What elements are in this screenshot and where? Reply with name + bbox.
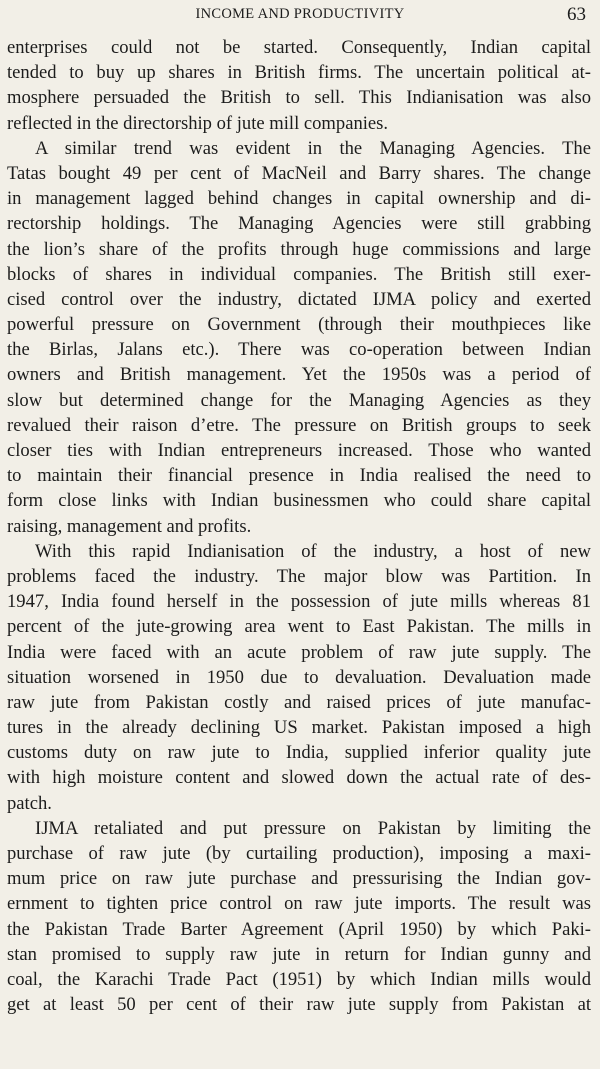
text-line: raw jute from Pakistan costly and raised prices of jute manufac- bbox=[7, 691, 591, 713]
text-line: problems faced the industry. The major blow was Partition. In bbox=[7, 565, 591, 587]
text-line: mum price on raw jute purchase and pressurising the Indian gov- bbox=[7, 868, 591, 890]
text-line: tures in the already declining US market. Pakistan imposed a high bbox=[7, 717, 591, 739]
paragraph bbox=[7, 35, 591, 136]
text-line: percent of the jute-growing area went to East Pakistan. The mills in bbox=[7, 616, 591, 638]
text-line: to maintain their financial presence in India realised the need to bbox=[7, 465, 591, 487]
text-line: tended to buy up shares in British firms. The uncertain political at- bbox=[7, 62, 591, 84]
text-line: form close links with Indian businessmen who could share capital bbox=[7, 490, 591, 512]
text-line: the lion’s share of the profits through huge commissions and large bbox=[7, 238, 591, 260]
text-line: coal, the Karachi Trade Pact (1951) by which Indian mills would bbox=[7, 968, 591, 990]
text-line: get at least 50 per cent of their raw jute supply from Pakistan at bbox=[7, 994, 591, 1016]
text-line: Tatas bought 49 per cent of MacNeil and Barry shares. The change bbox=[7, 162, 591, 184]
text-line: situation worsened in 1950 due to devaluation. Devaluation made bbox=[7, 666, 591, 688]
text-line: ernment to tighten price control on raw jute imports. The result was bbox=[7, 893, 591, 915]
paragraph bbox=[7, 136, 591, 539]
text-line: cised control over the industry, dictated IJMA policy and exerted bbox=[7, 288, 591, 310]
text-line: mosphere persuaded the British to sell. This Indianisation was also bbox=[7, 87, 591, 109]
text-line: A similar trend was evident in the Managing Agencies. The bbox=[35, 137, 591, 159]
running-title: INCOME AND PRODUCTIVITY bbox=[195, 6, 405, 22]
text-line: the Birlas, Jalans etc.). There was co-operation between Indian bbox=[7, 339, 591, 361]
text-line: enterprises could not be started. Consequently, Indian capital bbox=[7, 37, 591, 58]
text-line: patch. bbox=[7, 792, 52, 814]
text-line: raising, management and profits. bbox=[7, 515, 252, 537]
text-line: slow but determined change for the Managing Agencies as they bbox=[7, 389, 591, 411]
text-line: powerful pressure on Government (through their mouthpieces like bbox=[7, 314, 591, 336]
text-line: customs duty on raw jute to India, supplied inferior quality jute bbox=[7, 742, 591, 764]
page-number: 63 bbox=[567, 4, 586, 25]
paragraph bbox=[7, 816, 591, 1018]
text-line: stan promised to supply raw jute in return for Indian gunny and bbox=[7, 943, 591, 965]
text-line: purchase of raw jute (by curtailing production), imposing a maxi- bbox=[7, 843, 591, 864]
text-line: in management lagged behind changes in capital ownership and di- bbox=[7, 188, 591, 210]
body-text bbox=[7, 35, 591, 1017]
text-line: With this rapid Indianisation of the industry, a host of new bbox=[35, 540, 591, 562]
text-line: with high moisture content and slowed down the actual rate of des- bbox=[7, 767, 591, 789]
text-line: closer ties with Indian entrepreneurs increased. Those who wanted bbox=[7, 440, 591, 461]
text-line: IJMA retaliated and put pressure on Pakistan by limiting the bbox=[35, 817, 591, 839]
page-header bbox=[0, 2, 600, 28]
text-line: reflected in the directorship of jute mill companies. bbox=[7, 112, 389, 134]
text-line: India were faced with an acute problem of raw jute supply. The bbox=[7, 641, 591, 663]
text-line: owners and British management. Yet the 1950s was a period of bbox=[7, 364, 591, 386]
text-line: rectorship holdings. The Managing Agencies were still grabbing bbox=[7, 213, 591, 235]
text-line: the Pakistan Trade Barter Agreement (April 1950) by which Paki- bbox=[7, 918, 591, 940]
text-line: 1947, India found herself in the possession of jute mills whereas 81 bbox=[7, 591, 591, 613]
text-line: revalued their raison d’etre. The pressure on British groups to seek bbox=[7, 414, 591, 436]
paragraph bbox=[7, 539, 591, 816]
text-line: blocks of shares in individual companies. The British still exer- bbox=[7, 263, 591, 285]
